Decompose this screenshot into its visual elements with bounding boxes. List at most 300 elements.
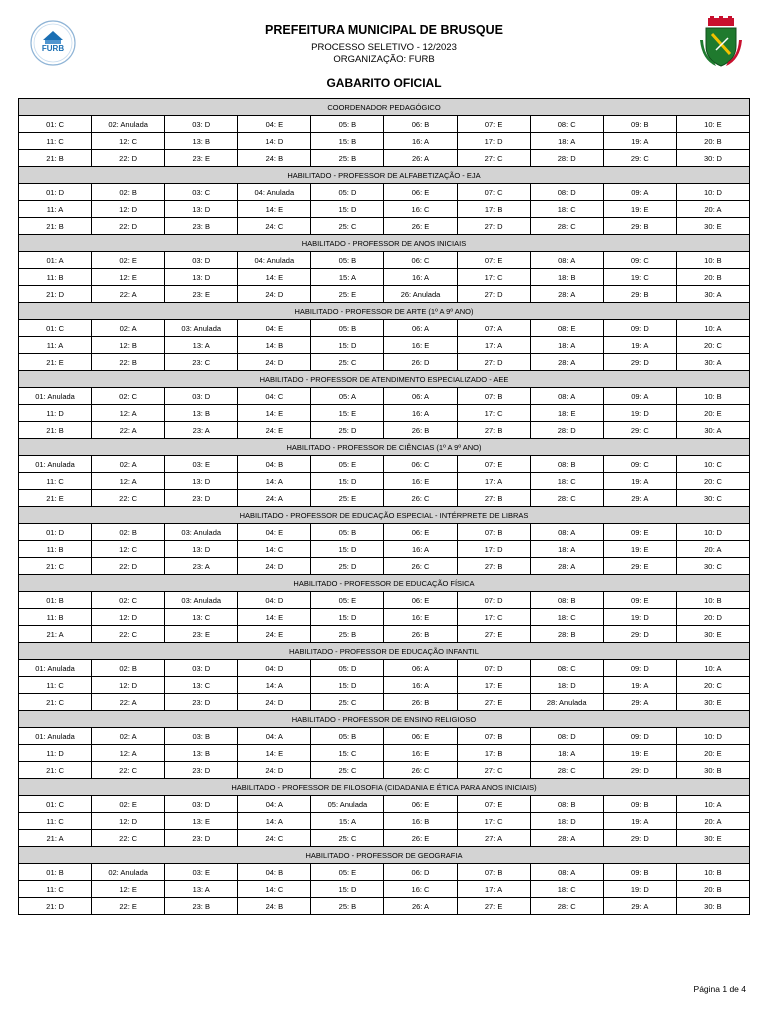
answer-cell: 24: A	[238, 490, 311, 507]
answer-cell: 12: D	[92, 201, 165, 218]
answer-row	[19, 592, 750, 609]
answer-cell: 11: B	[19, 541, 92, 558]
answer-cell: 03: Anulada	[165, 592, 238, 609]
answer-cell: 02: A	[92, 456, 165, 473]
answer-cell: 27: E	[457, 626, 530, 643]
answer-cell: 13: E	[165, 813, 238, 830]
answer-cell: 04: E	[238, 524, 311, 541]
answer-cell: 25: C	[311, 762, 384, 779]
process-line: PROCESSO SELETIVO - 12/2023	[311, 42, 457, 53]
answer-cell: 05: B	[311, 524, 384, 541]
answer-cell: 19: D	[603, 405, 676, 422]
answer-row	[19, 337, 750, 354]
answer-cell: 13: D	[165, 201, 238, 218]
answer-row	[19, 762, 750, 779]
answer-cell: 21: B	[19, 218, 92, 235]
answer-cell: 17: B	[457, 745, 530, 762]
answer-cell: 26: C	[384, 558, 457, 575]
answer-cell: 03: D	[165, 252, 238, 269]
answer-cell: 30: A	[676, 422, 749, 439]
answer-cell: 30: C	[676, 558, 749, 575]
answer-cell: 24: D	[238, 354, 311, 371]
answer-cell: 08: A	[530, 864, 603, 881]
answer-cell: 29: B	[603, 218, 676, 235]
answer-cell: 10: D	[676, 524, 749, 541]
answer-cell: 19: E	[603, 541, 676, 558]
answer-cell: 29: A	[603, 694, 676, 711]
answer-cell: 13: D	[165, 541, 238, 558]
answer-cell: 07: E	[457, 796, 530, 813]
answer-cell: 24: E	[238, 626, 311, 643]
answer-cell: 09: C	[603, 252, 676, 269]
answer-row	[19, 456, 750, 473]
answer-cell: 17: D	[457, 541, 530, 558]
answer-cell: 10: A	[676, 796, 749, 813]
answer-cell: 20: D	[676, 609, 749, 626]
answer-cell: 21: D	[19, 898, 92, 915]
answer-cell: 04: D	[238, 660, 311, 677]
answer-cell: 07: B	[457, 388, 530, 405]
answer-row	[19, 813, 750, 830]
answer-cell: 20: E	[676, 745, 749, 762]
answer-cell: 05: B	[311, 116, 384, 133]
answer-cell: 02: C	[92, 592, 165, 609]
answer-cell: 02: E	[92, 252, 165, 269]
answer-cell: 27: B	[457, 422, 530, 439]
answer-cell: 14: A	[238, 473, 311, 490]
answer-cell: 17: A	[457, 881, 530, 898]
answer-row	[19, 354, 750, 371]
answer-cell: 16: A	[384, 541, 457, 558]
answer-row	[19, 473, 750, 490]
furb-logo-icon	[30, 20, 76, 66]
answer-cell: 25: C	[311, 830, 384, 847]
answer-cell: 22: B	[92, 354, 165, 371]
answer-cell: 11: C	[19, 677, 92, 694]
answer-cell: 21: A	[19, 626, 92, 643]
answer-row	[19, 116, 750, 133]
answer-cell: 16: A	[384, 405, 457, 422]
answer-cell: 21: E	[19, 354, 92, 371]
answer-cell: 06: E	[384, 184, 457, 201]
answer-cell: 05: E	[311, 456, 384, 473]
answer-row	[19, 269, 750, 286]
answer-cell: 25: D	[311, 558, 384, 575]
answer-cell: 07: A	[457, 320, 530, 337]
answer-cell: 04: B	[238, 864, 311, 881]
page-title: PREFEITURA MUNICIPAL DE BRUSQUE	[265, 23, 503, 37]
answer-cell: 11: C	[19, 881, 92, 898]
section-header-row	[19, 847, 750, 864]
answer-cell: 22: C	[92, 490, 165, 507]
answer-cell: 09: B	[603, 116, 676, 133]
answer-cell: 22: C	[92, 626, 165, 643]
answer-cell: 08: B	[530, 796, 603, 813]
answer-cell: 25: D	[311, 422, 384, 439]
answer-cell: 13: B	[165, 745, 238, 762]
answer-cell: 30: D	[676, 150, 749, 167]
answer-cell: 01: Anulada	[19, 456, 92, 473]
answer-row	[19, 490, 750, 507]
answer-cell: 06: D	[384, 864, 457, 881]
answer-cell: 21: C	[19, 762, 92, 779]
answer-cell: 20: B	[676, 133, 749, 150]
answer-cell: 13: C	[165, 609, 238, 626]
answer-cell: 19: A	[603, 133, 676, 150]
answer-cell: 28: A	[530, 286, 603, 303]
answer-cell: 19: D	[603, 609, 676, 626]
answer-cell: 22: A	[92, 694, 165, 711]
section-title: HABILITADO - PROFESSOR DE EDUCAÇÃO FÍSICA	[19, 575, 750, 592]
answer-cell: 09: A	[603, 184, 676, 201]
answer-cell: 02: B	[92, 184, 165, 201]
answer-cell: 13: D	[165, 473, 238, 490]
answer-cell: 01: Anulada	[19, 728, 92, 745]
answer-cell: 29: E	[603, 558, 676, 575]
answer-cell: 15: D	[311, 677, 384, 694]
answer-cell: 02: B	[92, 524, 165, 541]
answer-cell: 30: A	[676, 286, 749, 303]
answer-cell: 02: B	[92, 660, 165, 677]
answer-cell: 27: D	[457, 354, 530, 371]
answer-cell: 29: A	[603, 490, 676, 507]
answer-cell: 05: E	[311, 592, 384, 609]
answer-cell: 27: C	[457, 150, 530, 167]
answer-cell: 03: D	[165, 796, 238, 813]
answer-cell: 26: A	[384, 150, 457, 167]
answer-cell: 10: B	[676, 592, 749, 609]
answer-cell: 16: C	[384, 881, 457, 898]
answer-cell: 07: E	[457, 116, 530, 133]
section-title: HABILITADO - PROFESSOR DE ALFABETIZAÇÃO - EJA	[19, 167, 750, 184]
answer-cell: 03: E	[165, 456, 238, 473]
answer-cell: 26: B	[384, 422, 457, 439]
answer-cell: 03: C	[165, 184, 238, 201]
answer-cell: 30: C	[676, 490, 749, 507]
answer-cell: 04: D	[238, 592, 311, 609]
answer-row	[19, 796, 750, 813]
answer-cell: 05: B	[311, 252, 384, 269]
answer-cell: 12: D	[92, 609, 165, 626]
answer-cell: 18: A	[530, 133, 603, 150]
answer-cell: 16: E	[384, 745, 457, 762]
answer-cell: 20: B	[676, 881, 749, 898]
answer-cell: 25: C	[311, 694, 384, 711]
answer-cell: 04: E	[238, 320, 311, 337]
answer-cell: 22: C	[92, 830, 165, 847]
answer-cell: 08: E	[530, 320, 603, 337]
answer-cell: 16: A	[384, 269, 457, 286]
answer-cell: 11: A	[19, 201, 92, 218]
answer-cell: 25: B	[311, 150, 384, 167]
answer-cell: 05: D	[311, 184, 384, 201]
answer-cell: 21: D	[19, 286, 92, 303]
answer-cell: 03: D	[165, 388, 238, 405]
answer-cell: 03: D	[165, 660, 238, 677]
answer-cell: 13: B	[165, 133, 238, 150]
answer-cell: 10: B	[676, 864, 749, 881]
answer-cell: 18: E	[530, 405, 603, 422]
answer-row	[19, 286, 750, 303]
answer-cell: 14: E	[238, 269, 311, 286]
answer-cell: 13: A	[165, 337, 238, 354]
answer-cell: 30: E	[676, 694, 749, 711]
answer-row	[19, 150, 750, 167]
answer-cell: 05: A	[311, 388, 384, 405]
answer-cell: 30: E	[676, 218, 749, 235]
answer-cell: 30: E	[676, 626, 749, 643]
answer-cell: 20: C	[676, 677, 749, 694]
answer-cell: 06: A	[384, 660, 457, 677]
answer-cell: 18: A	[530, 337, 603, 354]
section-title: HABILITADO - PROFESSOR DE GEOGRAFIA	[19, 847, 750, 864]
answer-cell: 10: A	[676, 660, 749, 677]
answer-cell: 11: C	[19, 813, 92, 830]
answer-cell: 29: D	[603, 626, 676, 643]
answer-cell: 25: C	[311, 354, 384, 371]
answer-cell: 14: E	[238, 405, 311, 422]
answer-cell: 17: C	[457, 609, 530, 626]
answer-cell: 08: D	[530, 728, 603, 745]
answer-cell: 15: D	[311, 337, 384, 354]
answer-cell: 10: A	[676, 320, 749, 337]
answer-cell: 20: C	[676, 473, 749, 490]
answer-cell: 13: A	[165, 881, 238, 898]
section-header-row	[19, 779, 750, 796]
answer-cell: 23: A	[165, 422, 238, 439]
answer-cell: 17: E	[457, 677, 530, 694]
section-title: HABILITADO - PROFESSOR DE ANOS INICIAIS	[19, 235, 750, 252]
answer-cell: 09: D	[603, 728, 676, 745]
answer-key-table-wrap	[18, 98, 750, 915]
answer-cell: 25: E	[311, 490, 384, 507]
answer-cell: 22: E	[92, 898, 165, 915]
section-title: HABILITADO - PROFESSOR DE FILOSOFIA (CIDADANIA E ÉTICA PARA ANOS INICIAIS)	[19, 779, 750, 796]
answer-cell: 10: E	[676, 116, 749, 133]
answer-cell: 17: C	[457, 813, 530, 830]
furb-logo-text: FURB	[41, 44, 65, 53]
answer-cell: 04: B	[238, 456, 311, 473]
answer-row	[19, 422, 750, 439]
answer-cell: 27: A	[457, 830, 530, 847]
answer-row	[19, 609, 750, 626]
answer-cell: 10: C	[676, 456, 749, 473]
answer-cell: 19: A	[603, 677, 676, 694]
answer-row	[19, 898, 750, 915]
answer-cell: 08: B	[530, 592, 603, 609]
section-title: HABILITADO - PROFESSOR DE ATENDIMENTO ESPECIALIZADO - AEE	[19, 371, 750, 388]
answer-cell: 19: A	[603, 337, 676, 354]
answer-row	[19, 524, 750, 541]
answer-cell: 23: B	[165, 218, 238, 235]
answer-cell: 09: B	[603, 864, 676, 881]
answer-cell: 20: A	[676, 541, 749, 558]
answer-row	[19, 677, 750, 694]
answer-cell: 12: B	[92, 337, 165, 354]
section-title: HABILITADO - PROFESSOR DE EDUCAÇÃO INFANTIL	[19, 643, 750, 660]
answer-cell: 25: C	[311, 218, 384, 235]
answer-cell: 03: Anulada	[165, 524, 238, 541]
answer-cell: 27: E	[457, 898, 530, 915]
answer-cell: 18: D	[530, 813, 603, 830]
answer-cell: 11: B	[19, 269, 92, 286]
answer-cell: 29: B	[603, 286, 676, 303]
answer-cell: 28: C	[530, 762, 603, 779]
answer-cell: 02: E	[92, 796, 165, 813]
answer-cell: 01: C	[19, 796, 92, 813]
answer-cell: 04: C	[238, 388, 311, 405]
answer-cell: 17: D	[457, 133, 530, 150]
answer-cell: 11: C	[19, 473, 92, 490]
section-header-row	[19, 507, 750, 524]
answer-cell: 21: A	[19, 830, 92, 847]
answer-cell: 07: E	[457, 456, 530, 473]
answer-cell: 15: D	[311, 201, 384, 218]
answer-row	[19, 660, 750, 677]
answer-row	[19, 184, 750, 201]
answer-cell: 27: B	[457, 558, 530, 575]
answer-cell: 14: A	[238, 677, 311, 694]
answer-cell: 26: E	[384, 218, 457, 235]
section-title: HABILITADO - PROFESSOR DE ENSINO RELIGIOSO	[19, 711, 750, 728]
answer-cell: 25: B	[311, 898, 384, 915]
answer-cell: 14: C	[238, 541, 311, 558]
answer-cell: 05: D	[311, 660, 384, 677]
answer-cell: 02: Anulada	[92, 864, 165, 881]
answer-cell: 25: B	[311, 626, 384, 643]
answer-cell: 18: A	[530, 541, 603, 558]
answer-cell: 08: C	[530, 116, 603, 133]
answer-cell: 24: C	[238, 830, 311, 847]
section-header-row	[19, 575, 750, 592]
answer-cell: 03: Anulada	[165, 320, 238, 337]
page-header	[0, 0, 768, 96]
section-header-row	[19, 711, 750, 728]
answer-cell: 06: E	[384, 796, 457, 813]
answer-cell: 06: E	[384, 592, 457, 609]
answer-cell: 21: B	[19, 150, 92, 167]
gabarito-title: GABARITO OFICIAL	[326, 76, 442, 90]
answer-cell: 26: C	[384, 762, 457, 779]
answer-cell: 19: E	[603, 201, 676, 218]
answer-row	[19, 218, 750, 235]
answer-cell: 05: E	[311, 864, 384, 881]
answer-cell: 17: C	[457, 405, 530, 422]
answer-cell: 04: A	[238, 796, 311, 813]
answer-cell: 18: C	[530, 609, 603, 626]
answer-cell: 21: E	[19, 490, 92, 507]
answer-cell: 24: D	[238, 694, 311, 711]
answer-cell: 08: C	[530, 660, 603, 677]
answer-cell: 26: B	[384, 694, 457, 711]
answer-cell: 28: A	[530, 830, 603, 847]
answer-cell: 07: B	[457, 728, 530, 745]
answer-row	[19, 728, 750, 745]
answer-cell: 04: Anulada	[238, 252, 311, 269]
answer-cell: 24: B	[238, 150, 311, 167]
answer-cell: 04: E	[238, 116, 311, 133]
answer-cell: 18: A	[530, 745, 603, 762]
answer-cell: 21: C	[19, 558, 92, 575]
answer-cell: 28: B	[530, 626, 603, 643]
answer-cell: 22: D	[92, 150, 165, 167]
answer-row	[19, 881, 750, 898]
answer-cell: 01: B	[19, 864, 92, 881]
answer-cell: 15: E	[311, 405, 384, 422]
answer-cell: 09: E	[603, 524, 676, 541]
answer-cell: 12: A	[92, 745, 165, 762]
section-header-row	[19, 235, 750, 252]
answer-cell: 18: D	[530, 677, 603, 694]
section-title: HABILITADO - PROFESSOR DE CIÊNCIAS (1º A 9º ANO)	[19, 439, 750, 456]
answer-cell: 28: D	[530, 422, 603, 439]
answer-cell: 16: B	[384, 813, 457, 830]
answer-cell: 01: D	[19, 524, 92, 541]
answer-row	[19, 694, 750, 711]
answer-cell: 24: D	[238, 558, 311, 575]
answer-cell: 09: D	[603, 320, 676, 337]
answer-row	[19, 201, 750, 218]
section-title: HABILITADO - PROFESSOR DE ARTE (1º A 9º ANO)	[19, 303, 750, 320]
answer-cell: 26: B	[384, 626, 457, 643]
answer-row	[19, 252, 750, 269]
section-header-row	[19, 303, 750, 320]
answer-cell: 08: A	[530, 252, 603, 269]
answer-cell: 15: A	[311, 269, 384, 286]
answer-cell: 14: A	[238, 813, 311, 830]
answer-cell: 16: E	[384, 473, 457, 490]
answer-cell: 03: D	[165, 116, 238, 133]
answer-cell: 22: D	[92, 218, 165, 235]
answer-cell: 29: D	[603, 762, 676, 779]
answer-cell: 22: A	[92, 286, 165, 303]
answer-cell: 05: Anulada	[311, 796, 384, 813]
answer-cell: 28: A	[530, 558, 603, 575]
answer-row	[19, 388, 750, 405]
answer-cell: 15: B	[311, 133, 384, 150]
answer-cell: 10: B	[676, 388, 749, 405]
answer-cell: 26: Anulada	[384, 286, 457, 303]
answer-cell: 18: B	[530, 269, 603, 286]
answer-cell: 10: D	[676, 728, 749, 745]
answer-cell: 15: D	[311, 541, 384, 558]
answer-cell: 05: B	[311, 728, 384, 745]
answer-cell: 26: E	[384, 830, 457, 847]
answer-cell: 12: D	[92, 677, 165, 694]
answer-cell: 29: C	[603, 422, 676, 439]
answer-cell: 08: A	[530, 524, 603, 541]
answer-cell: 24: E	[238, 422, 311, 439]
answer-cell: 30: A	[676, 354, 749, 371]
section-header-row	[19, 371, 750, 388]
answer-cell: 12: A	[92, 473, 165, 490]
answer-cell: 18: C	[530, 473, 603, 490]
answer-cell: 11: D	[19, 405, 92, 422]
answer-cell: 29: C	[603, 150, 676, 167]
answer-cell: 17: C	[457, 269, 530, 286]
answer-cell: 03: E	[165, 864, 238, 881]
answer-cell: 14: E	[238, 201, 311, 218]
answer-cell: 18: C	[530, 201, 603, 218]
answer-cell: 06: C	[384, 252, 457, 269]
answer-cell: 12: E	[92, 269, 165, 286]
answer-cell: 14: E	[238, 745, 311, 762]
answer-cell: 07: D	[457, 592, 530, 609]
answer-cell: 16: E	[384, 337, 457, 354]
answer-cell: 12: C	[92, 133, 165, 150]
answer-cell: 05: B	[311, 320, 384, 337]
answer-cell: 06: C	[384, 456, 457, 473]
